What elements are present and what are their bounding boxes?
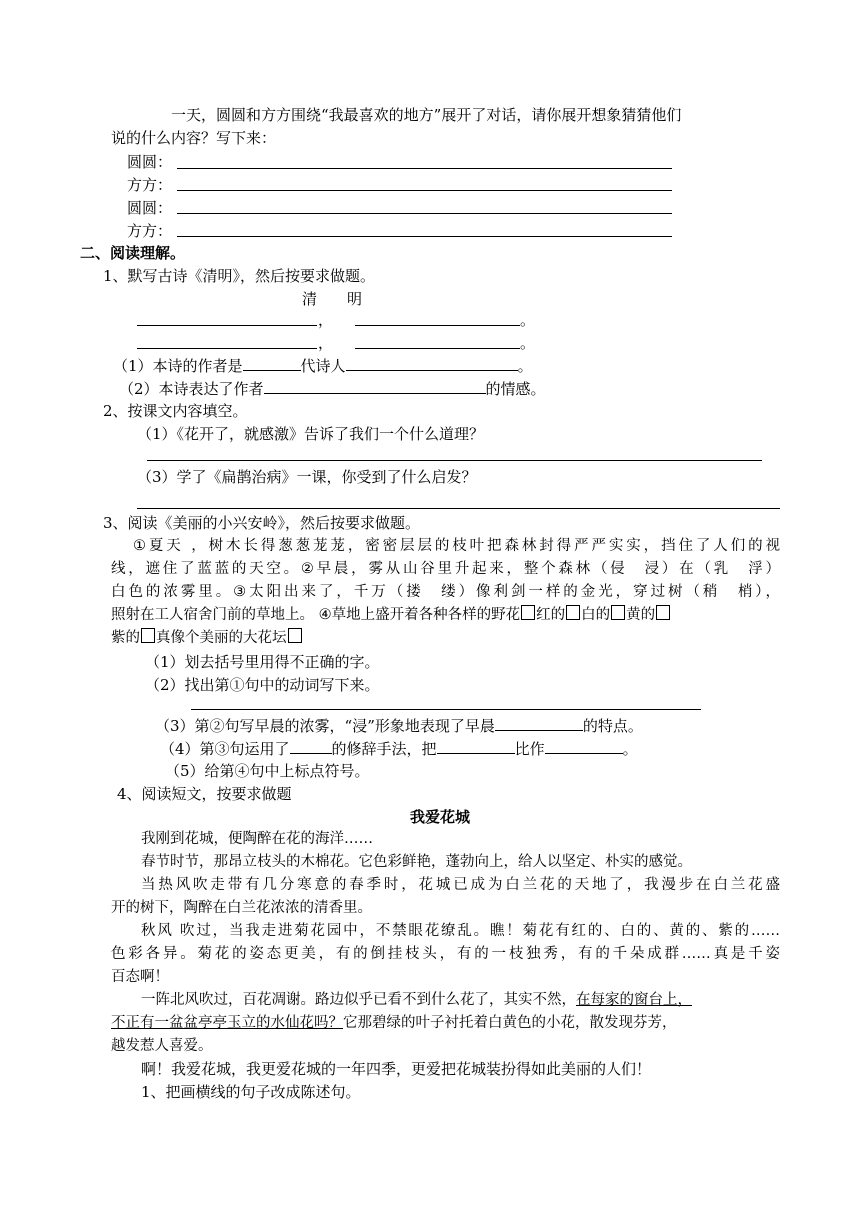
- underlined-sentence-part-2: 不正有一盆盆亭亭玉立的水仙花吗？: [111, 1015, 343, 1031]
- morning-feature-blank[interactable]: [495, 715, 583, 731]
- poem-line-2a[interactable]: [137, 348, 317, 349]
- dialog-answer-line-1[interactable]: [177, 168, 672, 169]
- article-p4-line-3: 百态啊！: [111, 969, 169, 985]
- q1-sub1-text-a: （1）本诗的作者是: [113, 357, 243, 375]
- poem-comma-2: ，: [318, 334, 334, 352]
- q3-para-line-4: [111, 605, 671, 625]
- q3-sub5: （5）给第④句中上标点符号。: [165, 762, 370, 780]
- q1-title: 1、默写古诗《清明》，然后按要求做题。: [103, 267, 376, 285]
- q3-sub3-text-a: （3）第②句写早晨的浓雾，“浸”形象地表现了早晨: [155, 717, 495, 735]
- article-p5-line-1: [141, 990, 692, 1010]
- q1-sub1: [113, 355, 533, 376]
- underlined-sentence-part-1: 在每家的窗台上，: [576, 992, 692, 1008]
- article-p6: 啊！我爱花城，我更爱花城的一年四季，更爱把花城装扮得如此美丽的人们！: [141, 1060, 652, 1078]
- intro-line-2: 说的什么内容？写下来：: [111, 129, 277, 147]
- q3-title: 3、阅读《美丽的小兴安岭》，然后按要求做题。: [103, 514, 421, 532]
- dialog-speaker-3: 圆圆：: [127, 199, 173, 217]
- compare-from-blank[interactable]: [437, 738, 515, 754]
- dialog-answer-line-3[interactable]: [177, 213, 672, 214]
- q2-answer-line-2[interactable]: [137, 508, 780, 509]
- article-p5-text-b: 它那碧绿的叶子衬托着白黄色的小花，散发现芬芳，: [343, 1015, 677, 1031]
- q3-sub4-text-c: 比作: [514, 740, 545, 758]
- emotion-blank[interactable]: [264, 378, 486, 394]
- q4-task-1: 1、把画横线的句子改成陈述句。: [141, 1083, 361, 1101]
- dialog-speaker-4: 方方：: [127, 222, 173, 240]
- punct-box[interactable]: [611, 605, 625, 620]
- article-title: 我爱花城: [410, 808, 471, 826]
- q3-para-line-1: ①夏天 ，树木长得葱葱茏茏，密密层层的枝叶把森林封得严严实实，挡住了人们的视: [133, 538, 780, 554]
- compare-to-blank[interactable]: [545, 738, 623, 754]
- q2-answer-line-1[interactable]: [147, 460, 762, 461]
- q3-para-line-3: 白色的浓雾里。③太阳出来了，千万（搂 缕）像利剑一样的金光，穿过树（稍 梢），: [111, 584, 780, 600]
- punct-box[interactable]: [141, 628, 155, 643]
- article-p5-line-3: 越发惹人喜爱。: [111, 1038, 213, 1054]
- q1-sub2-text-a: （2）本诗表达了作者: [119, 380, 264, 398]
- poem-line-1a[interactable]: [137, 325, 317, 326]
- poem-title: 清 明: [302, 290, 363, 308]
- dialog-speaker-2: 方方：: [127, 176, 173, 194]
- article-p5-line-2: [111, 1013, 677, 1033]
- q2-sub1: （1）《花开了，就感激》告诉了我们一个什么道理？: [137, 425, 485, 443]
- poem-period-2: 。: [520, 334, 536, 352]
- q1-sub2: [119, 378, 546, 399]
- article-p4-line-2: 色彩各异。菊花的姿态更美，有的倒挂枝头，有的一枝独秀，有的千朵成群……真是千姿: [111, 946, 780, 962]
- q1-sub1-text-c: 。: [517, 357, 533, 375]
- q3-sub3-text-b: 的特点。: [582, 717, 643, 735]
- poem-comma-1: ，: [318, 311, 334, 329]
- q2-title: 2、按课文内容填空。: [103, 402, 248, 420]
- punct-box[interactable]: [566, 605, 580, 620]
- section-heading: 二、阅读理解。: [80, 244, 186, 262]
- dialog-speaker-1: 圆圆：: [127, 153, 173, 171]
- article-p3-line-2: 开的树下，陶醉在白兰花浓浓的清香里。: [111, 900, 372, 916]
- q3-para-line-4-text: 照射在工人宿舍门前的草地上。 ④草地上盛开着各种各样的野花: [111, 607, 521, 623]
- q3-para-line-2: 线，遮住了蓝蓝的天空。②早晨，雾从山谷里升起来，整个森林（侵 浸）在（乳 浮）: [111, 561, 780, 577]
- article-p1: 我刚到花城，便陶醉在花的海洋……: [141, 831, 373, 847]
- dialog-answer-line-4[interactable]: [177, 236, 672, 237]
- poem-period-1: 。: [520, 311, 536, 329]
- flower-bed-text: 真像个美丽的大花坛: [156, 630, 287, 646]
- flower-white: 白的: [581, 607, 611, 623]
- verb-answer-line[interactable]: [191, 709, 701, 710]
- q1-sub1-text-b: 代诗人: [300, 357, 346, 375]
- q2-sub3: （3）学了《扁鹊治病》一课，你受到了什么启发？: [137, 468, 477, 486]
- author-blank[interactable]: [243, 355, 301, 371]
- dialog-answer-line-2[interactable]: [177, 190, 672, 191]
- poem-line-1b[interactable]: [355, 325, 520, 326]
- flower-yellow: 黄的: [626, 607, 656, 623]
- q3-sub4-text-d: 。: [622, 740, 638, 758]
- flower-purple: 紫的: [111, 630, 140, 646]
- q1-sub2-text-b: 的情感。: [485, 380, 546, 398]
- rhetoric-blank[interactable]: [290, 738, 332, 754]
- q3-sub3: [155, 715, 643, 736]
- article-p5-text-a: 一阵北风吹过，百花凋谢。路边似乎已看不到什么花了，其实不然，: [141, 992, 576, 1008]
- flower-red: 红的: [536, 607, 566, 623]
- q3-para-line-5: [111, 628, 303, 648]
- intro-line-1: 一天，圆圆和方方围绕“我最喜欢的地方”展开了对话，请你展开想象猜猜他们: [171, 106, 682, 124]
- punct-box[interactable]: [656, 605, 670, 620]
- article-p2: 春节时节，那昂立枝头的木棉花。它色彩鲜艳，蓬勃向上，给人以坚定、朴实的感觉。: [141, 854, 692, 870]
- q3-sub4: [160, 738, 638, 759]
- q4-title: 4、阅读短文，按要求做题: [117, 785, 292, 803]
- q3-sub4-text-b: 的修辞手法，把: [331, 740, 437, 758]
- q3-sub2: （2）找出第①句中的动词写下来。: [145, 676, 380, 694]
- poet-blank[interactable]: [346, 355, 518, 371]
- article-p3-line-1: 当热风吹走带有几分寒意的春季时，花城已成为白兰花的天地了，我漫步在白兰花盛: [141, 877, 780, 893]
- poem-line-2b[interactable]: [355, 348, 520, 349]
- punct-box[interactable]: [521, 605, 535, 620]
- punct-box[interactable]: [288, 628, 302, 643]
- article-p4-line-1: 秋风 吹过，当我走进菊花园中，不禁眼花缭乱。瞧！菊花有红的、白的、黄的、紫的……: [141, 923, 780, 939]
- q3-sub4-text-a: （4）第③句运用了: [160, 740, 290, 758]
- q3-sub1: （1）划去括号里用得不正确的字。: [145, 653, 380, 671]
